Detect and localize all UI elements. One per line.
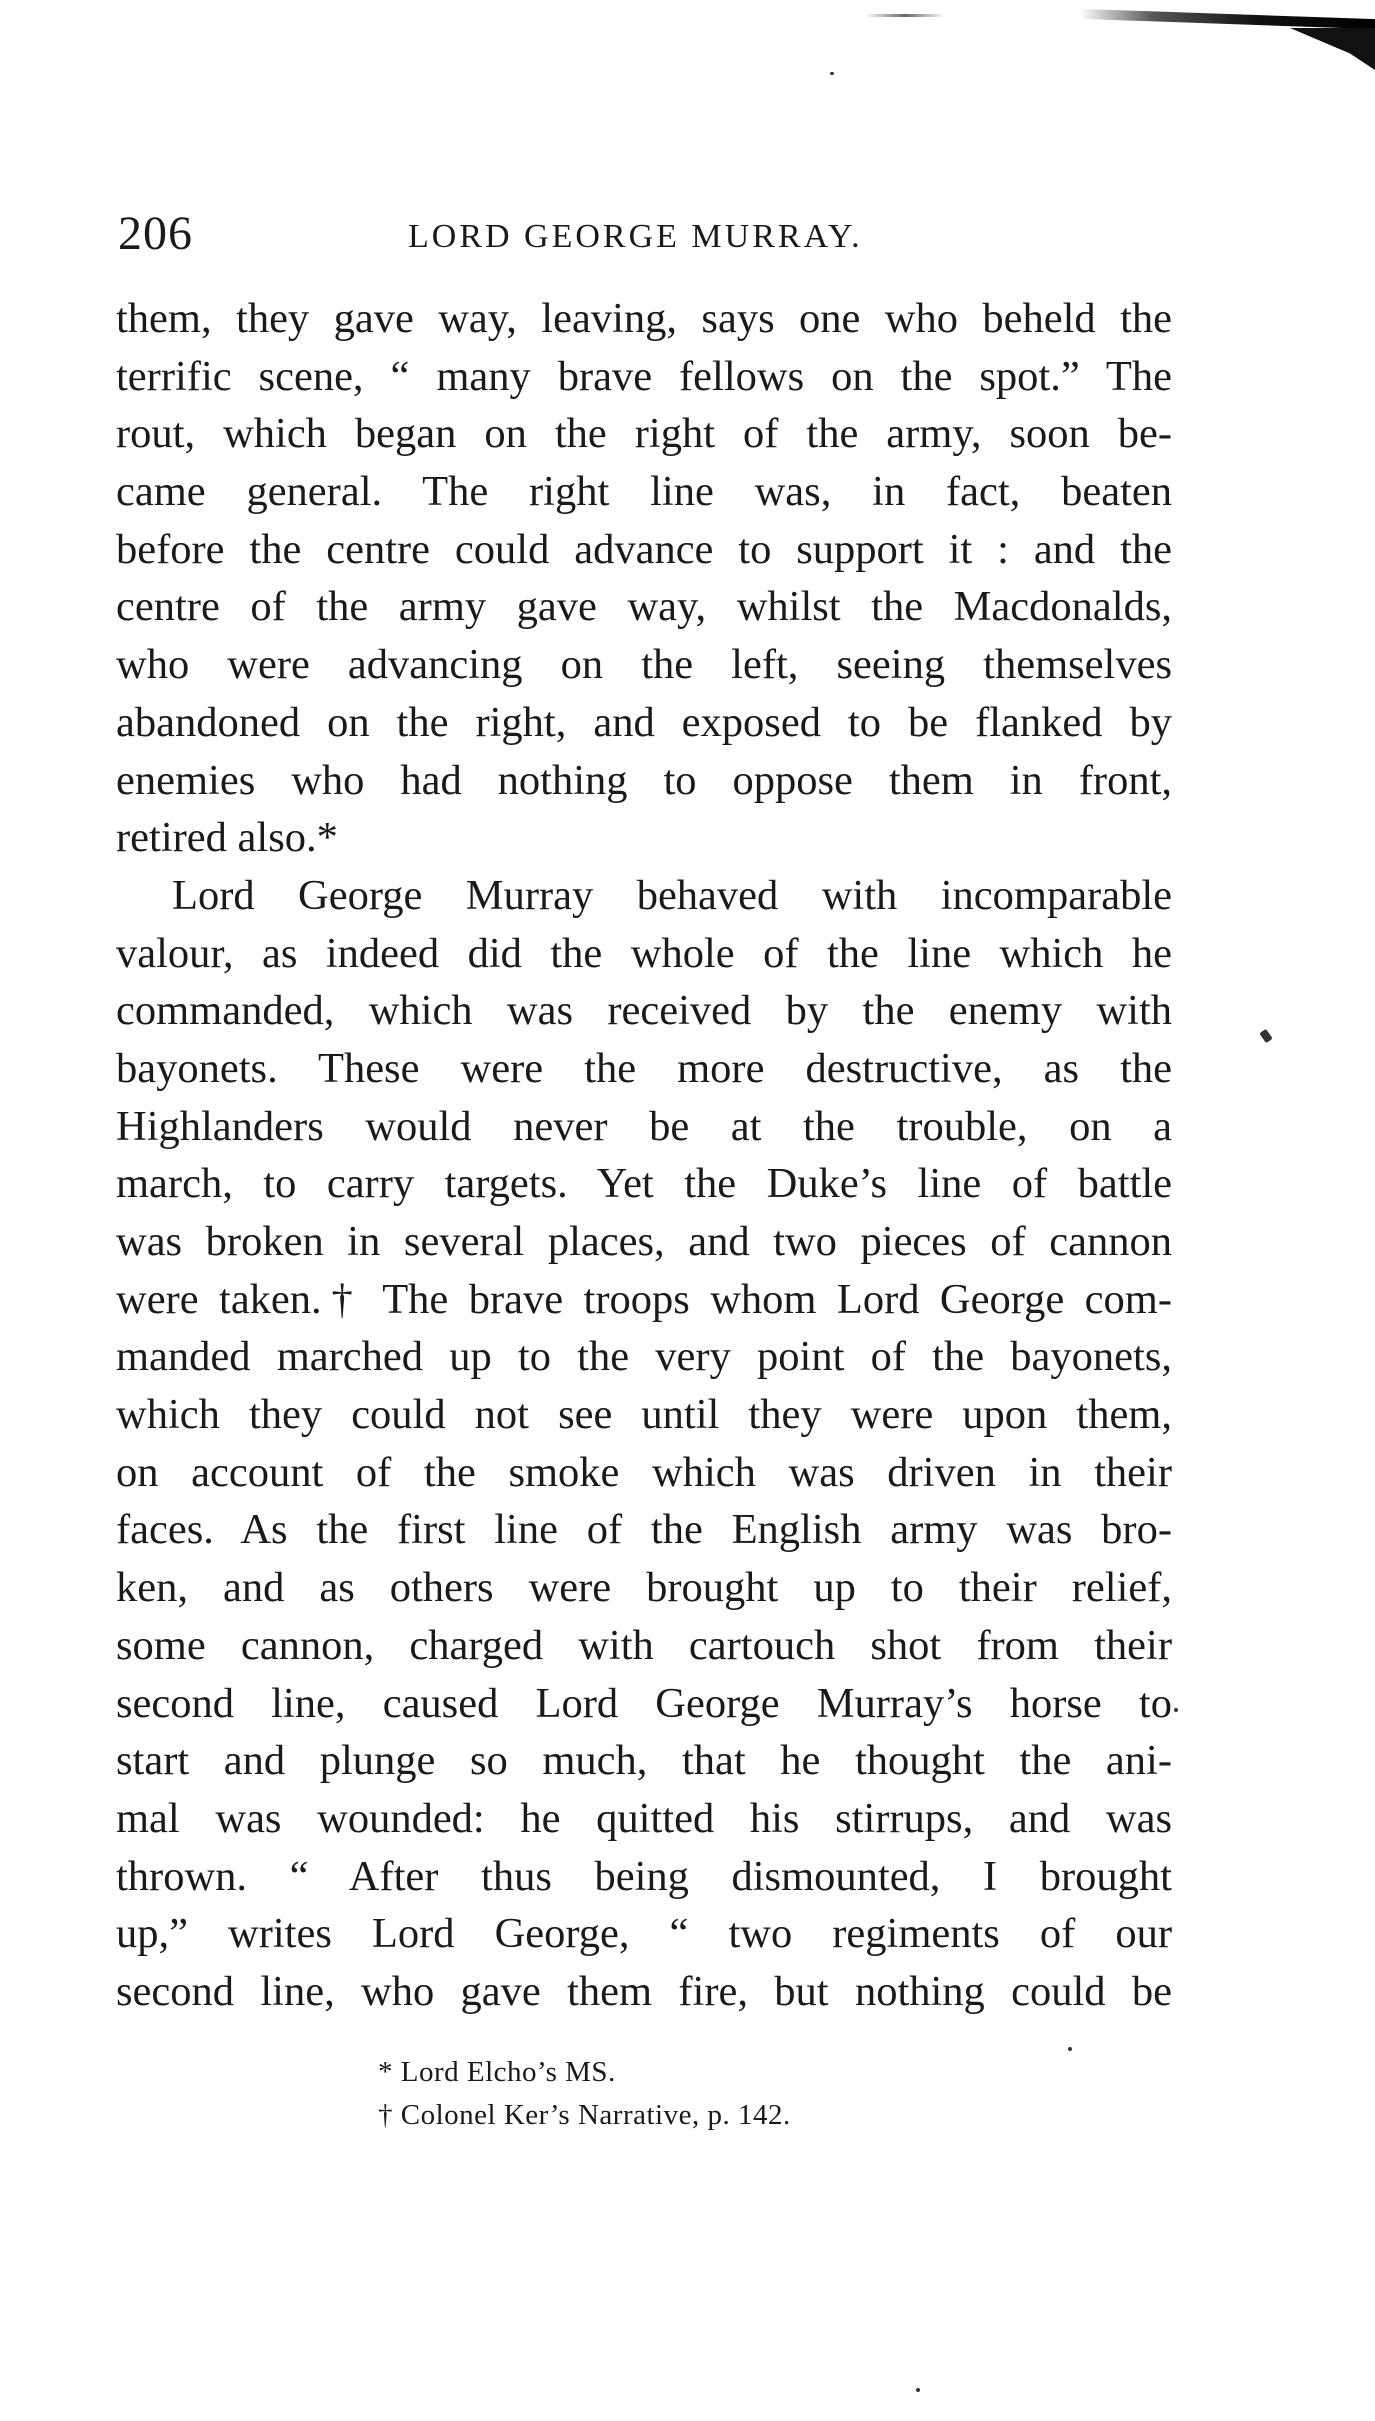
- page-header: [118, 206, 1178, 266]
- text-line: rout, which began on the right of the army, soon be-: [116, 410, 1172, 458]
- text-line: was broken in several places, and two pieces of cannon: [116, 1218, 1172, 1265]
- text-line: start and plunge so much, that he thought the ani-: [116, 1737, 1172, 1785]
- text-line: centre of the army gave way, whilst the Macdonalds,: [116, 583, 1172, 631]
- text-line: some cannon, charged with cartouch shot from their: [116, 1621, 1172, 1669]
- text-line: Lord George Murray behaved with incomparable: [172, 871, 1172, 919]
- text-line: faces. As the first line of the English army was bro-: [116, 1506, 1172, 1554]
- text-line: retired also.*: [116, 814, 338, 862]
- text-line: enemies who had nothing to oppose them in front,: [116, 756, 1172, 804]
- text-line: before the centre could advance to support it : and the: [116, 525, 1172, 573]
- text-line: which they could not see until they were upon them,: [116, 1391, 1172, 1439]
- text-line: Highlanders would never be at the trouble, on a: [116, 1102, 1172, 1150]
- text-line: terrific scene, “ many brave fellows on the spot.” The: [116, 352, 1172, 400]
- text-line: manded marched up to the very point of the bayonets,: [116, 1333, 1172, 1381]
- text-line: them, they gave way, leaving, says one who beheld the: [116, 295, 1172, 342]
- text-line: bayonets. These were the more destructive, as the: [116, 1044, 1172, 1092]
- text-line: were taken.† The brave troops whom Lord George com-: [116, 1275, 1172, 1323]
- scan-artifact: [1290, 28, 1375, 70]
- text-line: march, to carry targets. Yet the Duke’s line of battle: [116, 1160, 1172, 1208]
- text-line: commanded, which was received by the enemy with: [116, 987, 1172, 1035]
- text-line: abandoned on the right, and exposed to be flanked by: [116, 698, 1172, 746]
- scan-speck: [1259, 1029, 1272, 1043]
- scan-speck: [1174, 1708, 1178, 1712]
- running-title: LORD GEORGE MURRAY.: [408, 218, 863, 255]
- scan-artifact: [865, 14, 945, 17]
- scan-artifact: [1080, 9, 1375, 29]
- footnotes: [378, 2051, 1078, 2137]
- text-line: came general. The right line was, in fact, beaten: [116, 468, 1172, 516]
- text-line: who were advancing on the left, seeing themselves: [116, 641, 1172, 689]
- text-line: second line, who gave them fire, but nothing could be: [116, 1967, 1172, 2015]
- text-line: mal was wounded: he quitted his stirrups, and was: [116, 1794, 1172, 1842]
- footnote: * Lord Elcho’s MS.: [378, 2056, 616, 2088]
- footnote: † Colonel Ker’s Narrative, p. 142.: [378, 2099, 791, 2131]
- text-line: on account of the smoke which was driven in their: [116, 1448, 1172, 1496]
- text-line: valour, as indeed did the whole of the line which he: [116, 929, 1172, 977]
- scan-speck: [916, 2388, 920, 2392]
- text-line: second line, caused Lord George Murray’s horse to: [116, 1679, 1172, 1727]
- scan-speck: [830, 72, 834, 75]
- text-line: thrown. “ After thus being dismounted, I brought: [116, 1852, 1172, 1900]
- page-number: 206: [118, 207, 193, 260]
- body-text: [116, 290, 1172, 2021]
- text-line: up,” writes Lord George, “ two regiments of our: [116, 1910, 1172, 1958]
- text-line: ken, and as others were brought up to their relief,: [116, 1564, 1172, 1612]
